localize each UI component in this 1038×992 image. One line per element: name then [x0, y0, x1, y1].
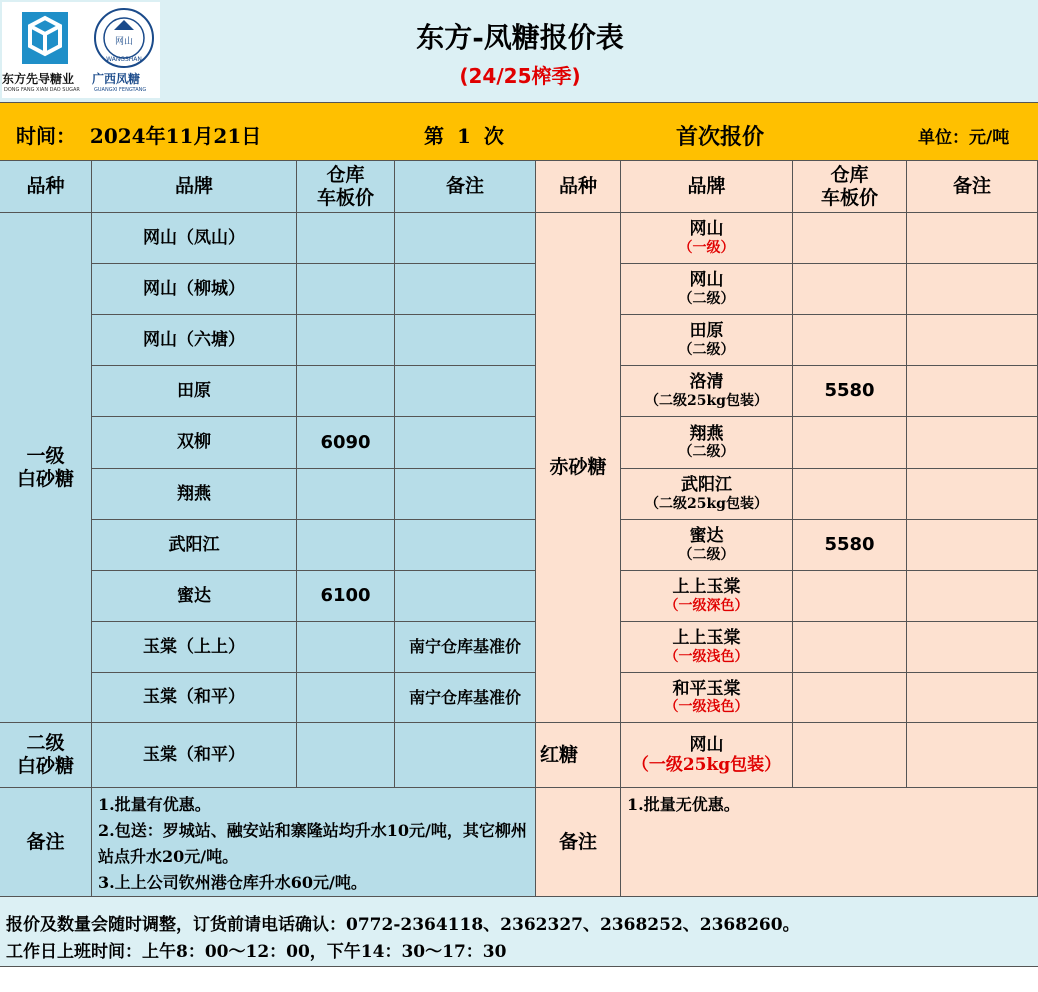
left-category-second-grade-text — [17, 732, 74, 778]
right-row-4-brand-stack — [679, 424, 735, 461]
left-category-first-grade-text-line-1: 一级 — [26, 444, 65, 467]
right-row-10-remark — [907, 723, 1038, 788]
right-row-8-grade-text: （一级浅色） — [664, 648, 749, 665]
right-row-2-brand-text: 田原 — [689, 321, 724, 342]
right-row-0-grade-text: （一级） — [678, 239, 735, 256]
right-note-0: 1.批量无优惠。 — [627, 795, 740, 814]
right-row-9-price[interactable] — [793, 673, 907, 723]
right-header-variety — [536, 161, 621, 213]
season-label: (24/25榨季) — [459, 64, 581, 88]
right-row-7-brand — [621, 571, 793, 622]
left-row-1-brand — [92, 264, 297, 315]
right-header-price-text — [821, 164, 878, 210]
right-category-brown-sugar-text: 赤砂糖 — [549, 456, 607, 479]
left-header-remark-text: 备注 — [445, 175, 484, 198]
right-header-remark — [907, 161, 1038, 213]
fengtang-seal-text: 网山 — [114, 37, 134, 47]
left-header-price-text-line-2: 车板价 — [316, 186, 374, 209]
right-row-7-brand-text: 上上玉棠 — [672, 577, 741, 598]
right-row-3-brand-text: 洛清 — [689, 372, 724, 393]
left-notes-label-text: 备注 — [26, 830, 65, 853]
left-row-0-price[interactable] — [297, 213, 395, 264]
right-row-1-brand-stack — [679, 270, 735, 307]
left-row-0-brand-text: 网山（凤山） — [143, 227, 245, 248]
left-row-9-brand — [92, 673, 297, 723]
right-row-7-brand-stack — [665, 577, 749, 614]
left-row-6-brand — [92, 520, 297, 571]
left-row-9-brand-text: 玉棠（和平） — [143, 687, 245, 708]
right-row-1-price[interactable] — [793, 264, 907, 315]
right-row-0-brand-stack — [679, 219, 735, 256]
right-row-2-brand — [621, 315, 793, 366]
left-category-first-grade — [0, 213, 92, 723]
right-row-1-brand-text: 网山 — [689, 270, 724, 291]
right-row-8-brand-text: 上上玉棠 — [672, 628, 741, 649]
right-row-3-grade-text: （二级25kg包装） — [645, 392, 768, 409]
left-row-4-brand-text: 双柳 — [177, 432, 211, 453]
left-row-10-remark — [395, 723, 536, 788]
left-notes-label — [0, 788, 92, 897]
left-row-4-price[interactable] — [297, 417, 395, 469]
left-header-variety-text: 品种 — [26, 175, 65, 198]
left-row-7-price-text: 6100 — [320, 585, 371, 607]
left-row-6-brand-text: 武阳江 — [168, 534, 220, 555]
left-header-price-text — [317, 164, 374, 210]
right-row-0-brand — [621, 213, 793, 264]
left-row-6-remark — [395, 520, 536, 571]
right-row-5-brand — [621, 469, 793, 520]
left-row-10-price[interactable] — [297, 723, 395, 788]
left-category-second-grade — [0, 723, 92, 788]
left-row-0-remark — [395, 213, 536, 264]
left-row-8-price[interactable] — [297, 622, 395, 673]
left-category-second-grade-text-line-1: 二级 — [26, 732, 65, 755]
left-row-2-remark — [395, 315, 536, 366]
right-row-6-price[interactable] — [793, 520, 907, 571]
left-row-7-remark — [395, 571, 536, 622]
left-row-7-brand-text: 蜜达 — [177, 585, 211, 606]
dongfang-logo — [2, 2, 88, 98]
right-row-6-brand-text: 蜜达 — [689, 526, 724, 547]
right-row-3-remark — [907, 366, 1038, 417]
right-row-9-brand-stack — [665, 679, 749, 716]
right-header-price-text-line-1: 仓库 — [830, 163, 869, 186]
left-row-4-brand — [92, 417, 297, 469]
left-row-8-brand-text: 玉棠（上上） — [143, 636, 245, 657]
footer-line-2: 工作日上班时间：上午8：00～12：00，下午14：30～17：30 — [6, 942, 507, 962]
left-row-7-brand — [92, 571, 297, 622]
right-row-0-brand-text: 网山 — [689, 219, 724, 240]
right-row-5-remark — [907, 469, 1038, 520]
fengtang-logo — [88, 2, 160, 98]
left-row-1-price[interactable] — [297, 264, 395, 315]
right-category-red-sugar — [536, 723, 621, 788]
right-row-9-remark — [907, 673, 1038, 723]
left-header-remark — [395, 161, 536, 213]
fengtang-logo-pinyin: GUANGXI FENGTANG — [94, 87, 147, 93]
right-row-8-brand — [621, 622, 793, 673]
left-row-2-brand — [92, 315, 297, 366]
left-row-2-price[interactable] — [297, 315, 395, 366]
left-header-brand-text: 品牌 — [174, 175, 213, 198]
right-row-1-grade-text: （二级） — [678, 290, 735, 307]
left-row-3-brand-text: 田原 — [177, 380, 211, 401]
footer-line-1: 报价及数量会随时调整，订货前请电话确认：0772-2364118、2362327、2368252、2368260。 — [6, 915, 800, 935]
right-row-8-remark — [907, 622, 1038, 673]
left-row-7-price[interactable] — [297, 571, 395, 622]
left-category-first-grade-text-line-2: 白砂糖 — [16, 467, 74, 490]
left-row-8-brand — [92, 622, 297, 673]
left-header-price-text-line-1: 仓库 — [326, 163, 365, 186]
right-row-5-price[interactable] — [793, 469, 907, 520]
right-row-10-price[interactable] — [793, 723, 907, 788]
right-row-9-brand — [621, 673, 793, 723]
right-row-2-price[interactable] — [793, 315, 907, 366]
empty-sheet-row — [0, 967, 1038, 992]
right-row-1-brand — [621, 264, 793, 315]
right-row-2-brand-stack — [679, 321, 735, 358]
left-row-3-brand — [92, 366, 297, 417]
right-row-1-remark — [907, 264, 1038, 315]
info-unit: 单位：元/吨 — [918, 128, 1010, 148]
left-row-8-remark-text: 南宁仓库基准价 — [408, 637, 521, 657]
left-row-9-price[interactable] — [297, 673, 395, 723]
right-row-7-price[interactable] — [793, 571, 907, 622]
right-row-2-remark — [907, 315, 1038, 366]
dongfang-logo-name: 东方先导糖业 — [2, 72, 75, 86]
right-row-5-brand-text: 武阳江 — [680, 475, 732, 496]
left-header-brand — [92, 161, 297, 213]
right-row-3-price-text: 5580 — [824, 380, 875, 402]
right-row-9-grade-text: （一级浅色） — [664, 699, 749, 716]
left-row-5-price[interactable] — [297, 469, 395, 520]
left-notes-body — [92, 788, 536, 897]
right-row-5-brand-stack — [645, 475, 768, 512]
right-row-8-brand-stack — [665, 628, 749, 665]
right-row-9-brand-text: 和平玉棠 — [672, 678, 741, 699]
left-row-9-remark — [395, 673, 536, 723]
right-notes-label-text: 备注 — [558, 830, 597, 853]
left-row-5-remark — [395, 469, 536, 520]
left-header-price — [297, 161, 395, 213]
left-row-0-brand — [92, 213, 297, 264]
right-header-remark-text: 备注 — [952, 175, 991, 198]
right-row-6-remark — [907, 520, 1038, 571]
right-row-2-grade-text: （二级） — [678, 341, 735, 358]
right-row-7-grade-text: （一级深色） — [664, 597, 749, 614]
right-category-brown-sugar — [536, 213, 621, 723]
info-quote-type: 首次报价 — [676, 124, 765, 150]
right-row-4-price[interactable] — [793, 417, 907, 469]
right-row-3-brand — [621, 366, 793, 417]
fengtang-seal-ring: WANGSHAN — [106, 56, 142, 63]
right-notes-body — [621, 788, 1038, 897]
dongfang-logo-pinyin: DONG FANG XIAN DAO SUGAR — [4, 87, 80, 93]
left-row-5-brand-text: 翔燕 — [177, 483, 211, 504]
left-row-3-price[interactable] — [297, 366, 395, 417]
right-header-brand — [621, 161, 793, 213]
left-row-8-remark — [395, 622, 536, 673]
right-row-6-brand — [621, 520, 793, 571]
info-times: 第 1 次 — [424, 124, 504, 148]
left-category-second-grade-text-line-2: 白砂糖 — [16, 755, 74, 777]
left-row-3-remark — [395, 366, 536, 417]
left-row-9-remark-text: 南宁仓库基准价 — [408, 687, 521, 707]
right-row-8-price[interactable] — [793, 622, 907, 673]
right-row-3-brand-stack — [645, 372, 768, 409]
right-row-10-brand — [621, 723, 793, 788]
dongfang-logo-mark-icon — [20, 10, 70, 66]
right-row-10-brand-text: 网山 — [689, 734, 724, 755]
left-row-6-price[interactable] — [297, 520, 395, 571]
right-header-price-text-line-2: 车板价 — [820, 186, 878, 209]
left-row-4-remark — [395, 417, 536, 469]
right-category-red-sugar-text: 红糖 — [540, 743, 579, 766]
right-row-10-grade-text: （一级25kg包装） — [631, 755, 782, 775]
fengtang-logo-name: 广西凤糖 — [92, 72, 141, 86]
fengtang-seal-icon — [92, 6, 156, 70]
left-row-1-brand-text: 网山（柳城） — [143, 278, 245, 299]
left-category-first-grade-text — [17, 445, 74, 491]
right-row-4-grade-text: （二级） — [678, 444, 735, 461]
right-row-5-grade-text: （二级25kg包装） — [645, 495, 768, 512]
right-row-4-remark — [907, 417, 1038, 469]
left-row-10-brand-text: 玉棠（和平） — [143, 744, 245, 765]
right-row-0-remark — [907, 213, 1038, 264]
left-note-2: 3.上上公司钦州港仓库升水60元/吨。 — [98, 873, 367, 892]
right-row-4-brand-text: 翔燕 — [689, 423, 724, 444]
left-row-4-price-text: 6090 — [320, 431, 371, 453]
right-row-4-brand — [621, 417, 793, 469]
left-row-10-brand — [92, 723, 297, 788]
left-row-2-brand-text: 网山（六塘） — [143, 329, 245, 350]
info-date: 时间： 2024年11月21日 — [16, 124, 262, 148]
left-note-0: 1.批量有优惠。 — [98, 795, 211, 814]
right-header-price — [793, 161, 907, 213]
right-header-variety-text: 品种 — [558, 175, 597, 198]
left-note-1: 2.包送：罗城站、融安站和寨隆站均升水10元/吨，其它柳州站点升水20元/吨。 — [98, 821, 527, 866]
right-row-10-brand-stack — [632, 735, 781, 776]
right-row-6-brand-stack — [679, 526, 735, 563]
left-header-variety — [0, 161, 92, 213]
right-header-brand-text: 品牌 — [687, 175, 726, 198]
right-row-6-grade-text: （二级） — [678, 546, 735, 563]
page-title: 东方-凤糖报价表 — [416, 21, 624, 54]
right-row-7-remark — [907, 571, 1038, 622]
right-row-6-price-text: 5580 — [824, 534, 875, 556]
right-row-0-price[interactable] — [793, 213, 907, 264]
left-row-1-remark — [395, 264, 536, 315]
left-row-5-brand — [92, 469, 297, 520]
right-row-3-price[interactable] — [793, 366, 907, 417]
right-notes-label — [536, 788, 621, 897]
